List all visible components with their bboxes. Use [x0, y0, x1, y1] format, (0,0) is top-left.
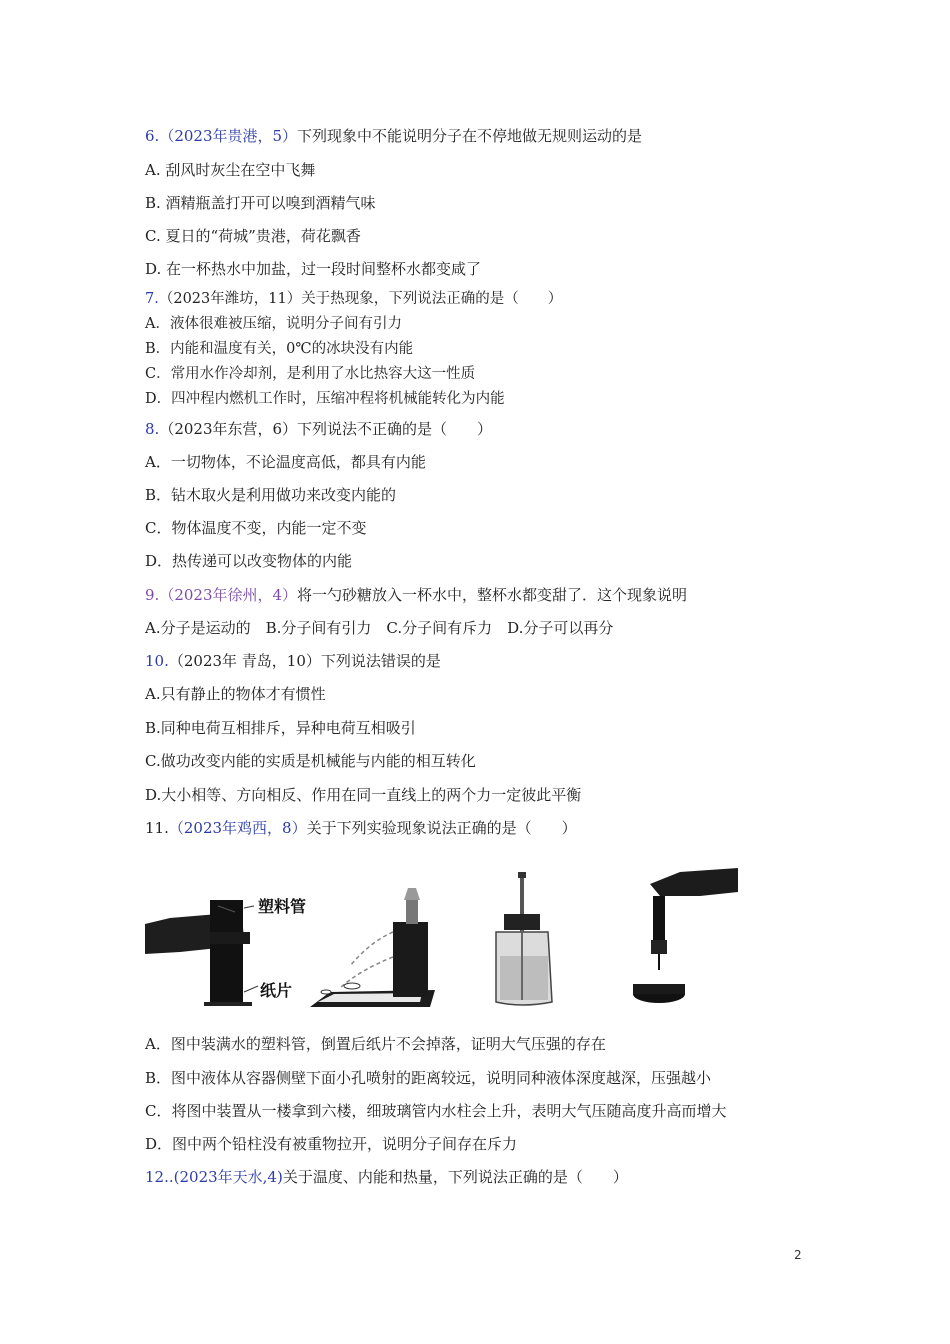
q7-option-c: C．常用水作冷却剂，是利用了水比热容大这一性质 — [145, 366, 476, 382]
q10-option-d: D.大小相等、方向相反、作用在同一直线上的两个力一定彼此平衡 — [145, 786, 582, 804]
q10-option-c: C.做功改变内能的实质是机械能与内能的相互转化 — [145, 752, 476, 770]
question-number: 12. — [145, 1168, 169, 1186]
q7-option-a: A．液体很难被压缩，说明分子间有引力 — [145, 316, 402, 332]
question-6-stem — [145, 126, 642, 146]
q6-option-d: D. 在一杯热水中加盐，过一段时间整杯水都变咸了 — [145, 260, 482, 278]
q8-option-a: A．一切物体，不论温度高低，都具有内能 — [145, 453, 426, 471]
question-number: 11. — [145, 819, 169, 837]
q10-option-a: A.只有静止的物体才有惯性 — [145, 685, 326, 703]
question-number: 6. — [145, 127, 160, 145]
label-paper: 纸片 — [260, 981, 293, 1000]
question-number: 8. — [145, 420, 160, 438]
question-7-stem — [145, 289, 562, 309]
question-text: 下列说法不正确的是（ ） — [297, 420, 493, 438]
question-10-stem — [145, 651, 441, 671]
q9-options: A.分子是运动的 B.分子间有引力 C.分子间有斥力 D.分子可以再分 — [145, 619, 614, 637]
experiment-illustration — [140, 862, 740, 1022]
page-number: 2 — [794, 1248, 802, 1262]
question-text: 关于热现象，下列说法正确的是（ ） — [301, 291, 563, 307]
panel-lead-cylinders — [633, 868, 738, 1003]
q11-option-d: D．图中两个铅柱没有被重物拉开，说明分子间存在斥力 — [145, 1135, 518, 1153]
question-text: 下列说法错误的是 — [320, 652, 441, 670]
panel-side-holes — [310, 888, 435, 1007]
q11-option-b: B．图中液体从容器侧壁下面小孔喷射的距离较远，说明同种液体深度越深，压强越小 — [145, 1069, 712, 1087]
q6-option-c: C. 夏日的“荷城”贵港，荷花飘香 — [145, 227, 361, 245]
q7-option-d: D．四冲程内燃机工作时，压缩冲程将机械能转化为内能 — [145, 391, 505, 407]
question-text: 关于下列实验现象说法正确的是（ ） — [306, 819, 577, 837]
question-number: 10. — [145, 652, 169, 670]
q8-option-b: B．钻木取火是利用做功来改变内能的 — [145, 486, 397, 504]
q7-option-b: B．内能和温度有关，0℃的冰块没有内能 — [145, 341, 414, 357]
experiment-figure — [140, 862, 740, 1022]
q11-option-c: C．将图中装置从一楼拿到六楼，细玻璃管内水柱会上升，表明大气压随高度升高而增大 — [145, 1102, 727, 1120]
q6-option-b: B. 酒精瓶盖打开可以嗅到酒精气味 — [145, 194, 376, 212]
question-number: 9. — [145, 586, 160, 604]
panel-plastic-tube — [145, 897, 306, 1006]
question-text: 下列现象中不能说明分子在不停地做无规则运动的是 — [297, 127, 643, 145]
question-source: （2023年潍坊，11） — [158, 291, 302, 307]
question-source: （2023年贵港，5） — [159, 127, 298, 145]
question-source: （2023年徐州，4） — [159, 586, 298, 604]
panel-glass-jar — [496, 872, 552, 1005]
question-source: .(2023年天水,4) — [168, 1168, 283, 1186]
q8-option-d: D．热传递可以改变物体的内能 — [145, 552, 353, 570]
q11-option-a: A．图中装满水的塑料管，倒置后纸片不会掉落，证明大气压强的存在 — [145, 1035, 606, 1053]
question-number: 7. — [145, 291, 159, 307]
question-source: （2023年 青岛，10） — [168, 652, 321, 670]
question-11-stem — [145, 818, 577, 838]
question-text: 将一勺砂糖放入一杯水中，整杯水都变甜了．这个现象说明 — [297, 586, 688, 604]
question-text: 关于温度、内能和热量，下列说法正确的是（ ） — [282, 1168, 628, 1186]
question-9-stem — [145, 585, 687, 605]
q10-option-b: B.同种电荷互相排斥，异种电荷互相吸引 — [145, 719, 416, 737]
q6-option-a: A. 刮风时灰尘在空中飞舞 — [145, 161, 316, 179]
label-plastic-tube: 塑料管 — [258, 897, 307, 916]
question-source: （2023年东营，6） — [159, 420, 298, 438]
q8-option-c: C．物体温度不变，内能一定不变 — [145, 519, 367, 537]
question-source: （2023年鸡西，8） — [168, 819, 307, 837]
question-12-stem — [145, 1167, 628, 1187]
question-8-stem — [145, 419, 492, 439]
